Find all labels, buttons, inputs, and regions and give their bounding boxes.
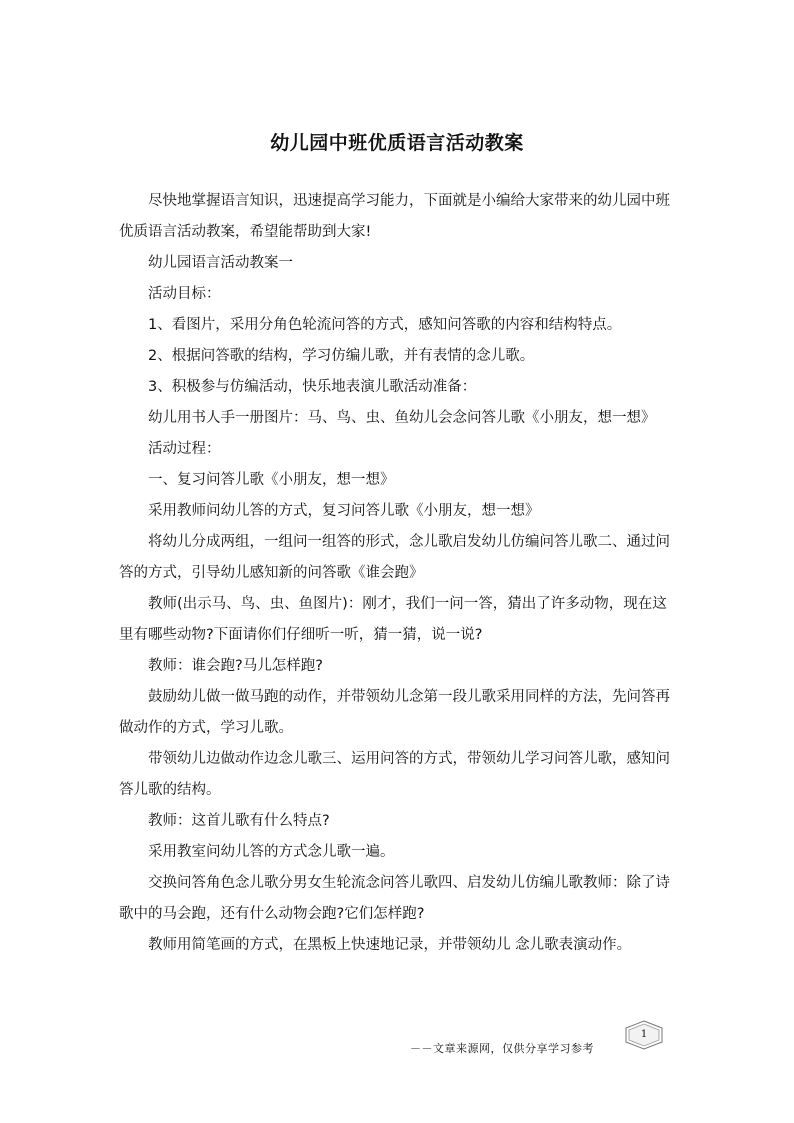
- body-paragraph: 交换问答角色念儿歌分男女生轮流念问答儿歌四、启发幼儿仿编儿歌教师：除了诗歌中的马会跑，还有什么动物会跑?它们怎样跑?: [119, 875, 670, 922]
- footer-source-note: －－文章来源网，仅供分享学习参考: [410, 1042, 594, 1055]
- body-paragraph: 教师(出示马、鸟、虫、鱼图片)：刚才，我们一问一答，猜出了许多动物，现在这里有哪些动物?下面请你们仔细听一听，猜一猜，说一说?: [119, 596, 667, 643]
- body-paragraph: 尽快地掌握语言知识，迅速提高学习能力，下面就是小编给大家带来的幼儿园中班优质语言活动教案，希望能帮助到大家!: [119, 193, 670, 240]
- body-paragraph: 幼儿园语言活动教案一: [148, 255, 293, 271]
- body-paragraph: 活动过程：: [148, 441, 221, 457]
- body-paragraph: 采用教室问幼儿答的方式念儿歌一遍。: [148, 844, 395, 860]
- document-title: 幼儿园中班优质语言活动教案: [270, 132, 524, 154]
- body-paragraph: 2、根据问答歌的结构，学习仿编儿歌，并有表情的念儿歌。: [148, 348, 535, 364]
- body-paragraph: 1、看图片，采用分角色轮流问答的方式，感知问答歌的内容和结构特点。: [148, 317, 622, 333]
- body-paragraph: 活动目标：: [148, 286, 221, 302]
- body-paragraph: 教师：谁会跑?马儿怎样跑?: [148, 658, 323, 674]
- page-number-badge: [625, 1020, 663, 1050]
- body-paragraph: 幼儿用书人手一册图片：马、鸟、虫、鱼幼儿会念问答儿歌《小朋友，想一想》: [148, 410, 656, 426]
- body-paragraph: 一、复习问答儿歌《小朋友，想一想》: [148, 472, 395, 488]
- document-body: [119, 186, 675, 961]
- body-paragraph: 采用教师问幼儿答的方式，复习问答儿歌《小朋友，想一想》: [148, 503, 540, 519]
- body-paragraph: 3、积极参与仿编活动，快乐地表演儿歌活动准备：: [148, 379, 477, 395]
- body-paragraph: 鼓励幼儿做一做马跑的动作，并带领幼儿念第一段儿歌采用同样的方法，先问答再做动作的方式，学习儿歌。: [119, 689, 670, 736]
- body-paragraph: 教师用简笔画的方式，在黑板上快速地记录，并带领幼儿 念儿歌表演动作。: [148, 937, 632, 953]
- body-paragraph: 教师：这首儿歌有什么特点?: [148, 813, 330, 829]
- body-paragraph: 将幼儿分成两组，一组问一组答的形式，念儿歌启发幼儿仿编问答儿歌二、通过问答的方式，引导幼儿感知新的问答歌《谁会跑》: [119, 534, 670, 581]
- body-paragraph: 带领幼儿边做动作边念儿歌三、运用问答的方式，带领幼儿学习问答儿歌，感知问答儿歌的结构。: [119, 751, 670, 798]
- page-number: 1: [640, 1029, 648, 1040]
